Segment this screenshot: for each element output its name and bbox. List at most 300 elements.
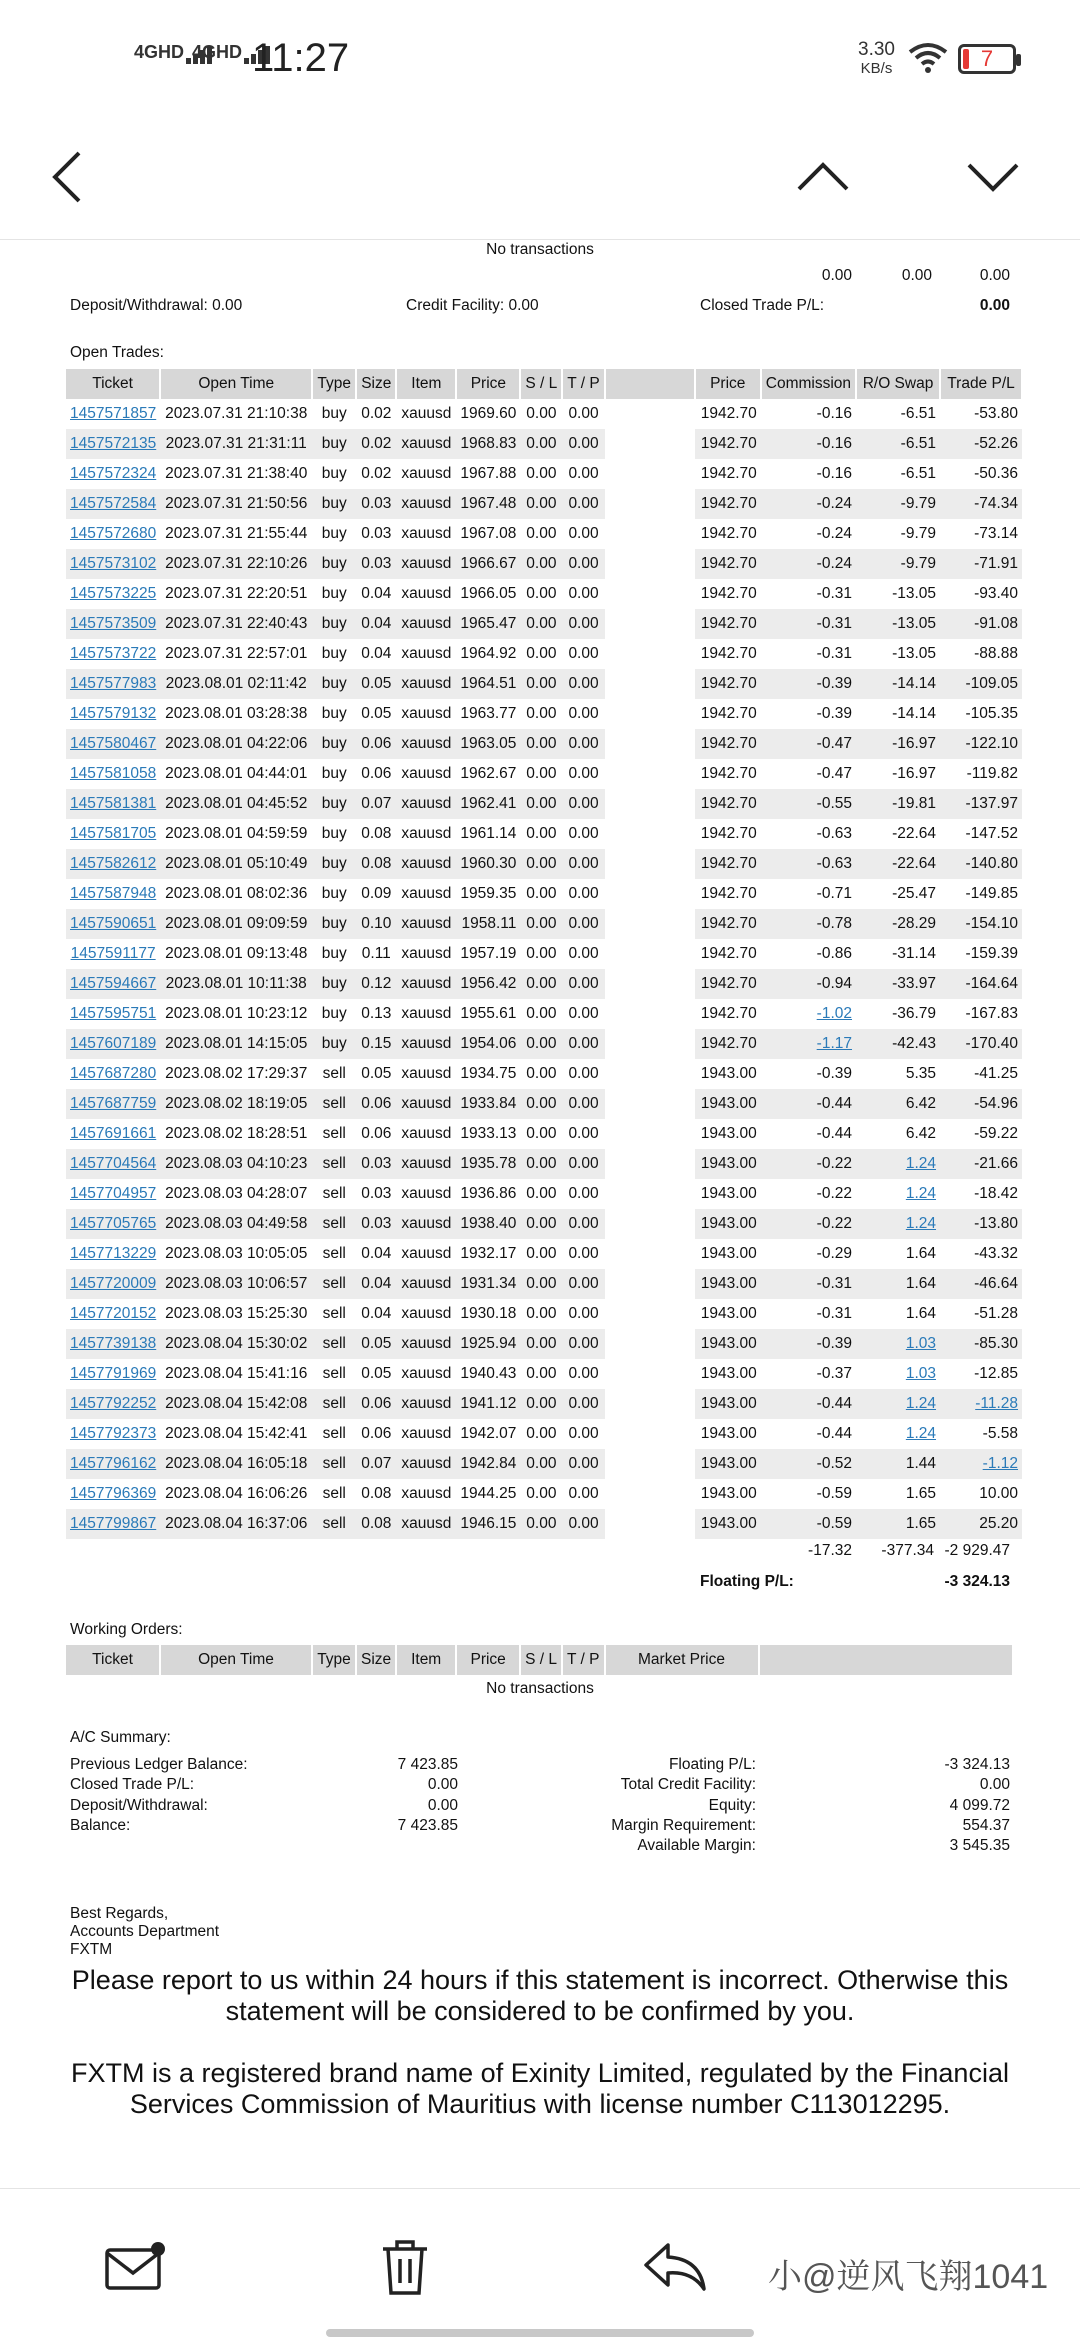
ticket-link[interactable]: 1457704957	[70, 1185, 157, 1202]
price-cell: 1931.34	[456, 1269, 520, 1299]
type-cell: sell	[322, 1365, 346, 1382]
size-cell: 0.11	[361, 945, 391, 962]
market-price-cell: 1942.70	[700, 465, 757, 482]
trade-pl-link[interactable]: -11.28	[940, 1389, 1022, 1419]
market-price-cell: 1942.70	[700, 525, 757, 542]
price-cell: 1967.08	[460, 525, 517, 542]
stop-loss-cell: 0.00	[526, 945, 557, 962]
column-header: Open Time	[160, 1645, 312, 1675]
ticket-link[interactable]: 1457577983	[66, 669, 160, 699]
summary-value: 3 545.35	[949, 1837, 1010, 1855]
spacer-cell	[605, 849, 695, 879]
home-indicator[interactable]	[326, 2329, 754, 2337]
spacer-cell	[605, 489, 695, 519]
table-row	[66, 459, 1022, 489]
next-message-button[interactable]	[948, 132, 1038, 222]
type-cell: buy	[321, 885, 347, 902]
trade-pl-cell: -109.05	[940, 669, 1022, 699]
ticket-link[interactable]: 1457691661	[70, 1125, 157, 1142]
stop-loss-cell: 0.00	[520, 789, 562, 819]
stop-loss-cell: 0.00	[520, 1449, 562, 1479]
market-price-cell: 1942.70	[695, 849, 761, 879]
ticket-link[interactable]: 1457581381	[66, 789, 160, 819]
spacer-cell	[605, 1119, 695, 1149]
ticket-link[interactable]: 1457573722	[70, 645, 157, 662]
item-cell: xauusd	[401, 1065, 452, 1082]
size-cell: 0.06	[356, 1389, 396, 1419]
trade-pl-cell: -93.40	[974, 585, 1019, 602]
ticket-link[interactable]: 1457720009	[66, 1269, 160, 1299]
stop-loss-cell: 0.00	[520, 1089, 562, 1119]
commission-cell: -0.39	[816, 1065, 853, 1082]
open-time-cell: 2023.07.31 21:10:38	[165, 405, 308, 422]
swap-cell: 1.64	[905, 1305, 937, 1322]
stop-loss-cell: 0.00	[520, 909, 562, 939]
swap-cell: -31.14	[892, 945, 937, 962]
table-row	[66, 1089, 1022, 1119]
item-cell: xauusd	[401, 1365, 452, 1382]
ticket-link[interactable]: 1457799867	[66, 1509, 160, 1539]
item-cell: xauusd	[396, 729, 456, 759]
size-cell: 0.03	[361, 1185, 392, 1202]
trade-pl-cell: -43.32	[974, 1245, 1019, 1262]
swap-cell: 6.42	[905, 1125, 937, 1142]
swap-link[interactable]: 1.24	[856, 1149, 940, 1179]
open-time-cell: 2023.08.01 09:13:48	[165, 945, 308, 962]
ticket-link[interactable]: 1457581058	[70, 765, 157, 782]
swap-cell: -6.51	[900, 465, 937, 482]
type-cell: sell	[312, 1269, 356, 1299]
item-cell: xauusd	[401, 525, 452, 542]
trade-pl-cell: -119.82	[966, 765, 1019, 782]
open-time-cell: 2023.07.31 21:50:56	[160, 489, 312, 519]
ticket-link[interactable]: 1457595751	[70, 1005, 157, 1022]
commission-cell: -0.31	[761, 1269, 856, 1299]
item-cell: xauusd	[396, 789, 456, 819]
table-row	[66, 549, 1022, 579]
price-cell: 1940.43	[460, 1365, 517, 1382]
type-cell: sell	[322, 1425, 346, 1442]
spacer-cell	[605, 909, 695, 939]
spacer-cell	[605, 1269, 695, 1299]
size-cell: 0.04	[361, 1245, 392, 1262]
price-cell: 1959.35	[460, 885, 517, 902]
ticket-link[interactable]: 1457796162	[66, 1449, 160, 1479]
swap-cell: -36.79	[892, 1005, 937, 1022]
type-cell: buy	[321, 825, 347, 842]
ticket-link[interactable]: 1457580467	[66, 729, 160, 759]
ticket-link[interactable]: 1457796369	[70, 1485, 157, 1502]
size-cell: 0.05	[356, 669, 396, 699]
market-price-cell: 1942.70	[695, 429, 761, 459]
spacer-cell	[605, 939, 695, 969]
chevron-up-icon	[795, 161, 851, 193]
size-cell: 0.04	[356, 1269, 396, 1299]
size-cell: 0.05	[356, 1329, 396, 1359]
reply-button[interactable]	[630, 2227, 720, 2307]
ticket-link[interactable]: 1457739138	[66, 1329, 160, 1359]
item-cell: xauusd	[401, 585, 452, 602]
signoff-line: Best Regards,	[70, 1905, 169, 1922]
ticket-link[interactable]: 1457573102	[66, 549, 160, 579]
commission-cell: -0.71	[816, 885, 853, 902]
signoff-line: FXTM	[70, 1941, 113, 1958]
ticket-link[interactable]: 1457591177	[70, 945, 156, 962]
price-cell: 1957.19	[460, 945, 517, 962]
summary-label: Deposit/Withdrawal:	[70, 1796, 208, 1814]
commission-cell: -0.86	[816, 945, 853, 962]
spacer-cell	[605, 1029, 695, 1059]
open-time-cell: 2023.08.03 15:25:30	[165, 1305, 308, 1322]
commission-cell: -0.24	[761, 549, 856, 579]
trade-pl-cell: -149.85	[965, 885, 1019, 902]
type-cell: sell	[322, 1185, 346, 1202]
open-trades-body	[66, 399, 1022, 1539]
take-profit-cell: 0.00	[562, 1269, 604, 1299]
swap-link[interactable]: 1.24	[905, 1425, 937, 1442]
commission-cell: -0.22	[761, 1149, 856, 1179]
table-row	[66, 609, 1022, 639]
spacer-cell	[605, 1299, 695, 1329]
type-cell: buy	[321, 765, 347, 782]
commission-cell: -0.22	[761, 1209, 856, 1239]
open-time-cell: 2023.08.02 18:28:51	[165, 1125, 308, 1142]
table-row	[66, 1329, 1022, 1359]
summary-value: 4 099.72	[949, 1796, 1010, 1814]
take-profit-cell: 0.00	[562, 1029, 604, 1059]
ticket-link[interactable]: 1457581705	[70, 825, 157, 842]
trade-pl-cell: -91.08	[940, 609, 1022, 639]
ticket-link[interactable]: 1457587948	[70, 885, 157, 902]
item-cell: xauusd	[401, 645, 452, 662]
spacer-cell	[605, 639, 695, 669]
spacer-cell	[605, 1239, 695, 1269]
stop-loss-cell: 0.00	[520, 849, 562, 879]
size-cell: 0.06	[361, 1425, 392, 1442]
previous-message-button[interactable]	[778, 132, 868, 222]
ticket-link[interactable]: 1457590651	[66, 909, 160, 939]
market-price-cell: 1942.70	[695, 1029, 761, 1059]
trade-pl-cell: -88.88	[974, 645, 1019, 662]
size-cell: 0.05	[361, 705, 392, 722]
trade-pl-cell: -5.58	[982, 1425, 1019, 1442]
price-cell: 1942.84	[456, 1449, 520, 1479]
ticket-link[interactable]: 1457687759	[66, 1089, 160, 1119]
size-cell: 0.08	[356, 1509, 396, 1539]
type-cell: buy	[312, 969, 356, 999]
table-row	[66, 1449, 1022, 1479]
stop-loss-cell: 0.00	[526, 1305, 557, 1322]
spacer-cell	[605, 729, 695, 759]
commission-cell: -0.39	[816, 705, 853, 722]
trade-pl-cell: -46.64	[940, 1269, 1022, 1299]
swap-link[interactable]: 1.24	[856, 1389, 940, 1419]
market-price-cell: 1943.00	[700, 1425, 757, 1442]
ticket-link[interactable]: 1457704564	[66, 1149, 160, 1179]
price-cell: 1964.51	[456, 669, 520, 699]
market-price-cell: 1942.70	[700, 825, 757, 842]
size-cell: 0.02	[361, 405, 392, 422]
ticket-link[interactable]: 1457579132	[70, 705, 157, 722]
take-profit-cell: 0.00	[568, 1065, 599, 1082]
spacer-cell	[605, 459, 695, 489]
stop-loss-cell: 0.00	[526, 465, 557, 482]
chevron-down-icon	[965, 161, 1021, 193]
table-row	[66, 849, 1022, 879]
ticket-link[interactable]: 1457582612	[66, 849, 160, 879]
ticket-link[interactable]: 1457572680	[70, 525, 157, 542]
item-cell: xauusd	[401, 885, 452, 902]
open-time-cell: 2023.08.03 10:05:05	[165, 1245, 308, 1262]
open-time-cell: 2023.08.02 17:29:37	[165, 1065, 308, 1082]
column-header: Open Time	[160, 369, 312, 399]
trade-pl-cell: -53.80	[974, 405, 1019, 422]
type-cell: buy	[312, 609, 356, 639]
market-price-cell: 1943.00	[695, 1509, 761, 1539]
commission-cell: -0.44	[816, 1125, 853, 1142]
type-cell: sell	[322, 1245, 346, 1262]
swap-cell: -28.29	[856, 909, 940, 939]
item-cell: xauusd	[396, 429, 456, 459]
item-cell: xauusd	[396, 1269, 456, 1299]
type-cell: buy	[321, 645, 347, 662]
commission-total: -17.32	[808, 1542, 852, 1559]
swap-cell: -9.79	[856, 549, 940, 579]
take-profit-cell: 0.00	[562, 489, 604, 519]
commission-cell: -0.31	[816, 645, 853, 662]
closed-total: 0.00	[901, 267, 932, 284]
price-cell: 1969.60	[460, 405, 517, 422]
price-cell: 1960.30	[456, 849, 520, 879]
spacer-cell	[605, 999, 695, 1029]
column-header: Type	[312, 1645, 356, 1675]
column-header: Type	[312, 369, 356, 399]
commission-cell: -0.78	[761, 909, 856, 939]
stop-loss-cell: 0.00	[526, 585, 557, 602]
price-cell: 1963.05	[456, 729, 520, 759]
market-price-cell: 1943.00	[700, 1185, 757, 1202]
ticket-link[interactable]: 1457607189	[66, 1029, 160, 1059]
ticket-link[interactable]: 1457573509	[66, 609, 160, 639]
type-cell: buy	[321, 705, 347, 722]
take-profit-cell: 0.00	[562, 669, 604, 699]
size-cell: 0.04	[361, 645, 392, 662]
table-row	[66, 1209, 1022, 1239]
market-price-cell: 1943.00	[695, 1149, 761, 1179]
summary-value: 7 423.85	[397, 1756, 458, 1773]
price-cell: 1934.75	[460, 1065, 517, 1082]
open-time-cell: 2023.07.31 22:20:51	[165, 585, 308, 602]
table-row	[66, 819, 1022, 849]
delete-button[interactable]	[360, 2227, 450, 2307]
ticket-link[interactable]: 1457572584	[66, 489, 160, 519]
type-cell: buy	[321, 585, 347, 602]
open-time-cell: 2023.08.02 18:19:05	[160, 1089, 312, 1119]
type-cell: buy	[312, 909, 356, 939]
item-cell: xauusd	[401, 1185, 452, 1202]
trade-pl-cell: -170.40	[940, 1029, 1022, 1059]
market-price-cell: 1942.70	[700, 1005, 757, 1022]
market-price-cell: 1943.00	[700, 1365, 757, 1382]
type-cell: sell	[312, 1149, 356, 1179]
swap-cell: -13.05	[856, 609, 940, 639]
ticket-link[interactable]: 1457792373	[70, 1425, 157, 1442]
ticket-link[interactable]: 1457720152	[70, 1305, 157, 1322]
price-cell: 1967.48	[456, 489, 520, 519]
open-time-cell: 2023.08.04 16:06:26	[165, 1485, 308, 1502]
stop-loss-cell: 0.00	[520, 1029, 562, 1059]
swap-link[interactable]: 1.24	[905, 1185, 937, 1202]
commission-cell: -0.39	[761, 669, 856, 699]
type-cell: buy	[312, 429, 356, 459]
type-cell: buy	[312, 789, 356, 819]
market-price-cell: 1942.70	[695, 969, 761, 999]
summary-value: 554.37	[962, 1816, 1010, 1834]
trade-pl-cell: -51.28	[974, 1305, 1019, 1322]
commission-cell: -0.16	[761, 429, 856, 459]
swap-cell: -6.51	[856, 429, 940, 459]
market-price-cell: 1943.00	[695, 1209, 761, 1239]
table-row	[66, 1119, 1022, 1149]
signoff-line: Accounts Department	[70, 1923, 220, 1940]
open-time-cell: 2023.08.01 04:59:59	[165, 825, 308, 842]
trade-pl-cell: -167.83	[965, 1005, 1019, 1022]
spacer-cell	[605, 789, 695, 819]
take-profit-cell: 0.00	[568, 765, 599, 782]
column-header: Price	[456, 369, 520, 399]
ticket-link[interactable]: 1457791969	[70, 1365, 157, 1382]
price-cell: 1958.11	[456, 909, 520, 939]
commission-link[interactable]: -1.17	[761, 1029, 856, 1059]
type-cell: sell	[312, 1329, 356, 1359]
item-cell: xauusd	[396, 609, 456, 639]
trade-pl-cell: -52.26	[940, 429, 1022, 459]
swap-link[interactable]: 1.24	[856, 1209, 940, 1239]
stop-loss-cell: 0.00	[526, 1425, 557, 1442]
trade-pl-cell: -50.36	[974, 465, 1019, 482]
take-profit-cell: 0.00	[568, 1245, 599, 1262]
type-cell: sell	[312, 1389, 356, 1419]
column-header: Market Price	[605, 1645, 759, 1675]
closed-trade-pl-value: 0.00	[979, 297, 1010, 314]
table-row	[66, 489, 1022, 519]
size-cell: 0.03	[356, 489, 396, 519]
type-cell: buy	[312, 729, 356, 759]
trade-pl-cell: -21.66	[940, 1149, 1022, 1179]
price-cell: 1932.17	[460, 1245, 517, 1262]
market-price-cell: 1942.70	[695, 549, 761, 579]
size-cell: 0.04	[361, 1305, 392, 1322]
commission-cell: -0.59	[816, 1485, 853, 1502]
working-no-transactions: No transactions	[486, 1680, 594, 1697]
trade-pl-cell: -41.25	[974, 1065, 1019, 1082]
price-cell: 1966.05	[460, 585, 517, 602]
open-time-cell: 2023.08.03 10:06:57	[160, 1269, 312, 1299]
closed-total: 0.00	[979, 267, 1010, 284]
ticket-link[interactable]: 1457705765	[66, 1209, 160, 1239]
price-cell: 1946.15	[456, 1509, 520, 1539]
closed-no-transactions: No transactions	[486, 241, 594, 258]
stop-loss-cell: 0.00	[526, 1125, 557, 1142]
stop-loss-cell: 0.00	[520, 1389, 562, 1419]
take-profit-cell: 0.00	[562, 1449, 604, 1479]
commission-cell: -0.29	[816, 1245, 853, 1262]
price-cell: 1930.18	[460, 1305, 517, 1322]
column-header: Size	[356, 1645, 396, 1675]
price-cell: 1938.40	[456, 1209, 520, 1239]
price-cell: 1962.67	[460, 765, 517, 782]
swap-cell: 1.65	[856, 1509, 940, 1539]
item-cell: xauusd	[396, 1389, 456, 1419]
ticket-link[interactable]: 1457572324	[70, 465, 157, 482]
mark-unread-button[interactable]	[90, 2227, 180, 2307]
price-cell: 1956.42	[456, 969, 520, 999]
item-cell: xauusd	[401, 465, 452, 482]
type-cell: sell	[312, 1209, 356, 1239]
take-profit-cell: 0.00	[568, 585, 599, 602]
column-header: T / P	[562, 1645, 604, 1675]
commission-cell: -0.16	[816, 465, 853, 482]
ticket-link[interactable]: 1457571857	[70, 405, 157, 422]
spacer-cell	[605, 399, 695, 429]
ticket-link[interactable]: 1457713229	[70, 1245, 157, 1262]
table-row	[66, 939, 1022, 969]
summary-label: Margin Requirement:	[611, 1816, 756, 1834]
trade-pl-link[interactable]: -1.12	[940, 1449, 1022, 1479]
swap-link[interactable]: 1.03	[856, 1329, 940, 1359]
ticket-link[interactable]: 1457572135	[66, 429, 160, 459]
item-cell: xauusd	[401, 1005, 452, 1022]
price-cell: 1963.77	[460, 705, 517, 722]
ticket-link[interactable]: 1457594667	[66, 969, 160, 999]
swap-link[interactable]: 1.03	[905, 1365, 937, 1382]
table-row	[66, 1479, 1022, 1509]
market-price-cell: 1943.00	[695, 1329, 761, 1359]
closed-trade-pl-label: Closed Trade P/L:	[700, 297, 825, 314]
commission-cell: -0.47	[761, 729, 856, 759]
open-time-cell: 2023.07.31 21:31:11	[160, 429, 312, 459]
commission-link[interactable]: -1.02	[816, 1005, 853, 1022]
price-cell: 1966.67	[456, 549, 520, 579]
table-row	[66, 699, 1022, 729]
stop-loss-cell: 0.00	[526, 765, 557, 782]
market-price-cell: 1943.00	[700, 1065, 757, 1082]
item-cell: xauusd	[401, 1125, 452, 1142]
column-header: Ticket	[66, 369, 160, 399]
open-time-cell: 2023.08.04 16:05:18	[160, 1449, 312, 1479]
table-row	[66, 789, 1022, 819]
spacer-cell	[605, 1179, 695, 1209]
commission-cell: -0.52	[761, 1449, 856, 1479]
item-cell: xauusd	[401, 945, 452, 962]
ticket-link[interactable]: 1457687280	[70, 1065, 157, 1082]
working-orders-table	[66, 1645, 1014, 1675]
ticket-link[interactable]: 1457573225	[70, 585, 157, 602]
table-row	[66, 579, 1022, 609]
take-profit-cell: 0.00	[568, 705, 599, 722]
market-price-cell: 1943.00	[695, 1089, 761, 1119]
column-header: S / L	[520, 1645, 562, 1675]
take-profit-cell: 0.00	[562, 549, 604, 579]
trade-pl-cell: -85.30	[940, 1329, 1022, 1359]
size-cell: 0.06	[356, 1089, 396, 1119]
swap-cell: -13.05	[892, 585, 937, 602]
price-cell: 1961.14	[460, 825, 517, 842]
ticket-link[interactable]: 1457792252	[66, 1389, 160, 1419]
back-button[interactable]	[22, 132, 112, 222]
swap-cell: -33.97	[856, 969, 940, 999]
summary-value: 0.00	[979, 1776, 1010, 1794]
